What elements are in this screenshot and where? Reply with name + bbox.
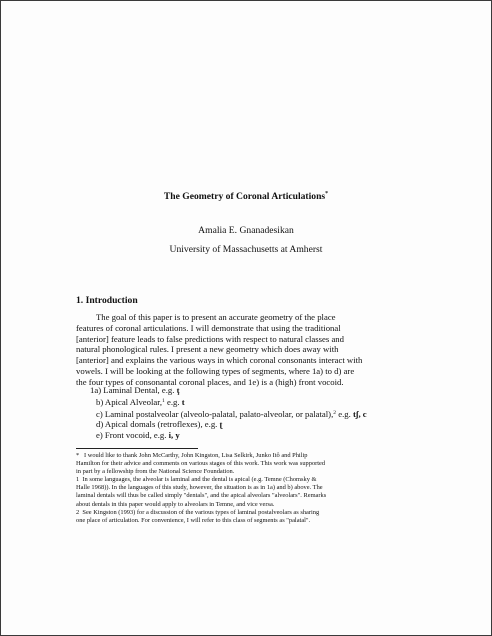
segment-item	[90, 396, 367, 408]
intro-line: The goal of this paper is to present an accurate geometry of the place	[96, 312, 336, 322]
segment-item	[90, 430, 367, 441]
footnote-text: I would like to thank John McCarthy, John Kingston, Lisa Selkirk, Junko Itô and Philip	[84, 452, 308, 459]
intro-line: vowels. I will be looking at the following types of segments, where 1a) to d) are	[76, 365, 355, 376]
segment-item	[90, 408, 367, 420]
paper-title	[1, 191, 491, 202]
footnote-line: in part by a fellowship from the National Science Foundation.	[76, 468, 235, 476]
segment-example: t	[181, 396, 185, 407]
footnote-mark: 2	[76, 508, 80, 516]
segment-label: e) Front vocoid, e.g.	[96, 430, 167, 441]
footnote-line: Halle 1968)). In the languages of this study, however, the situation is as in 1a) and b) above. The	[76, 484, 323, 492]
footnotes	[76, 452, 436, 525]
intro-paragraph	[76, 312, 436, 388]
segment-label: c) Laminal postalveolar (alveolo-palatal, palato-alveolar, or palatal),	[96, 408, 334, 419]
intro-line: features of coronal articulations. I will demonstrate that using the traditional	[76, 322, 341, 333]
segment-type-list	[90, 385, 367, 441]
segment-label: d) Apical domals (retroflexes), e.g.	[96, 419, 218, 430]
footnote-divider	[76, 448, 198, 449]
segment-example: ʈ	[219, 419, 223, 430]
segment-label-tail: e.g.	[336, 408, 351, 419]
section-heading: 1. Introduction	[76, 295, 138, 306]
segment-example: tʃ, c	[352, 408, 367, 419]
intro-line: the four types of consonantal coronal places, and 1e) is a (high) front vocoid.	[76, 376, 344, 387]
segment-label-tail: e.g.	[164, 396, 180, 407]
segment-example: ţ	[176, 385, 180, 395]
segment-item	[90, 419, 367, 430]
footnote-line: about dentals in this paper would apply to alveolars in Temne, and vice versa.	[76, 500, 275, 508]
intro-line: [anterior] feature leads to false predictions with respect to natural classes and	[76, 333, 344, 344]
footnote-line: Hamilton for their advice and comments on various stages of this work. This work was supported	[76, 460, 326, 468]
footnote-line	[76, 452, 436, 460]
footnote-line: laminal dentals will thus be called simply "dentals", and the apical alveolars "alveolars". Remarks	[76, 492, 327, 500]
footnote-text: In some languages, the alveolar is laminal and the dental is apical (e.g. Temne (Chomsky &	[82, 476, 317, 484]
intro-line: natural phonological rules. I present a new geometry which does away with	[76, 344, 339, 355]
footnote-ref: 2	[333, 409, 337, 416]
segment-label: b) Apical Alveolar,	[96, 396, 162, 407]
paper-title-text: The Geometry of Coronal Articulations	[163, 191, 326, 203]
author-affiliation: University of Massachusetts at Amherst	[169, 244, 323, 255]
footnote-line: one place of articulation. For convenience, I will refer to this class of segments as "palatal".	[76, 516, 311, 524]
footnote-line	[76, 476, 436, 484]
footnote-ref: 1	[162, 397, 165, 404]
title-footnote-mark: *	[325, 191, 329, 197]
segment-label: 1a) Laminal Dental, e.g.	[90, 385, 175, 395]
author-name: Amalia E. Gnanadesikan	[198, 225, 294, 236]
footnote-line	[76, 509, 436, 517]
segment-item	[90, 385, 367, 396]
intro-line: [anterior] and explains the various ways in which coronal consonants interact with	[76, 355, 363, 366]
segment-example: i, y	[168, 430, 180, 441]
footnote-text: See Kingston (1993) for a discussion of the various types of laminal postalveolars as sharing	[82, 508, 320, 516]
footnote-mark: *	[76, 452, 80, 459]
footnote-mark: 1	[76, 476, 80, 484]
paper-page	[1, 1, 491, 635]
